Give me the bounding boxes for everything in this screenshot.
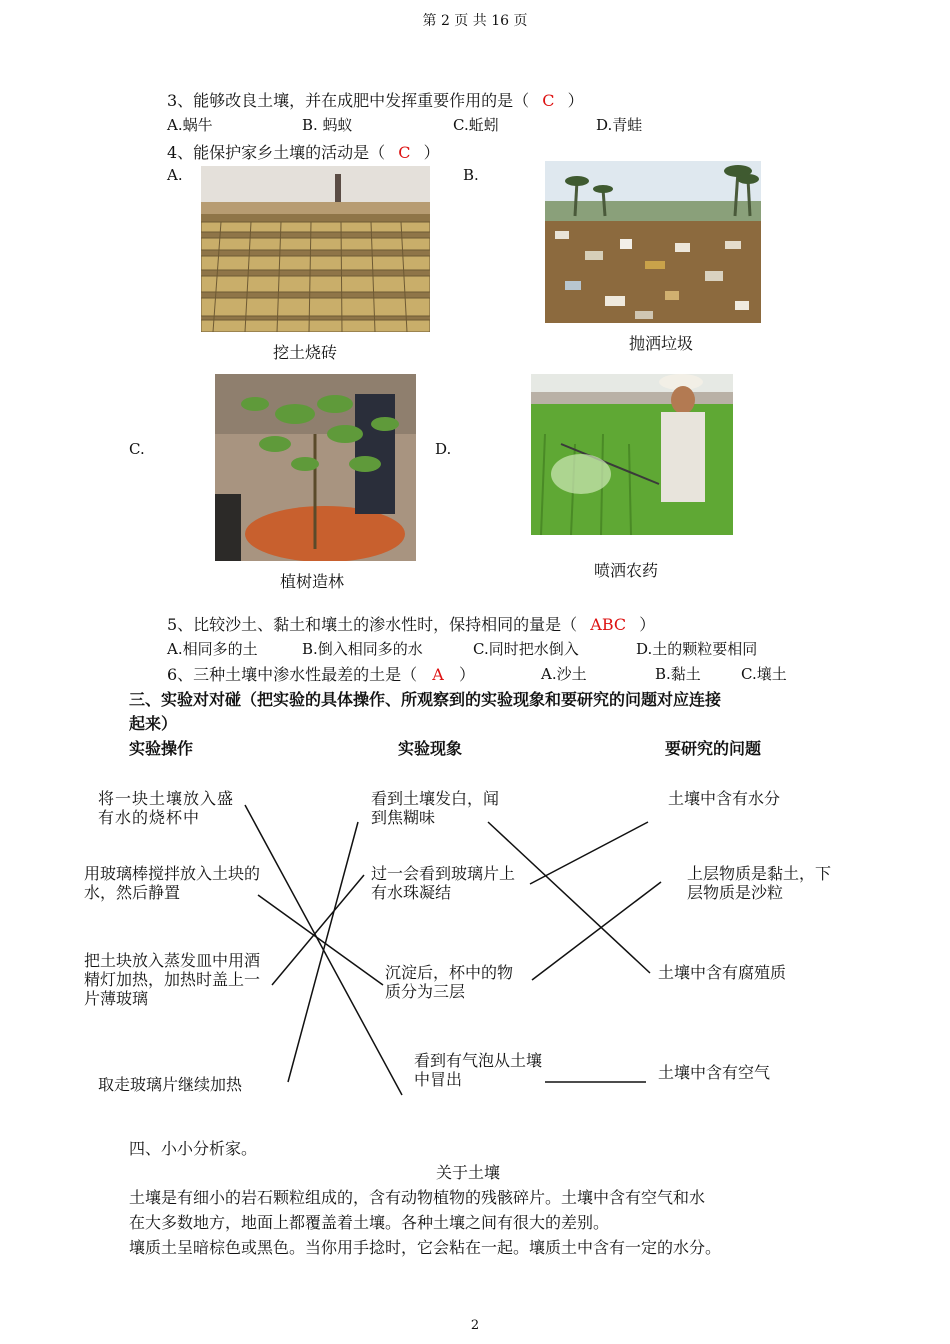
q3-option-a: A.蜗牛: [167, 116, 213, 134]
question-6-close: ）: [458, 665, 475, 684]
q6-option-a: A.沙土: [541, 665, 587, 683]
phenomenon-whitening-burnt-smell: 看到土壤发白，闻到焦糊味: [371, 789, 500, 827]
article-line-1: 土壤是有细小的岩石颗粒组成的，含有动物植物的残骸碎片。土壤中含有空气和水: [129, 1188, 706, 1207]
question-4-close: ）: [423, 143, 440, 162]
section-3-title-cont: 起来）: [129, 714, 178, 733]
question-5-close: ）: [639, 615, 656, 634]
caption-dig-soil-bricks: 挖土烧砖: [273, 343, 338, 362]
q6-option-c: C.壤土: [741, 665, 787, 683]
column-header-question: 要研究的问题: [665, 739, 762, 758]
caption-tree-planting: 植树造林: [280, 572, 345, 591]
operation-remove-glass-heat: 取走玻璃片继续加热: [98, 1075, 243, 1094]
q4-label-d: D.: [435, 440, 452, 458]
caption-spraying-pesticide: 喷洒农药: [594, 561, 659, 580]
q4-label-b: B.: [463, 166, 479, 184]
operation-heat-with-glass: 把土块放入蒸发皿中用酒精灯加热，加热时盖上一片薄玻璃: [84, 951, 261, 1008]
operation-soil-in-water: 将一块土壤放入盛有水的烧杯中: [98, 789, 235, 827]
q3-option-b: B. 蚂蚁: [302, 116, 353, 134]
q4-label-c: C.: [129, 440, 145, 458]
article-line-3: 壤质土呈暗棕色或黑色。当你用手捻时，它会粘在一起。壤质土中含有一定的水分。: [129, 1238, 722, 1257]
q5-option-c: C.同时把水倒入: [473, 640, 579, 658]
question-4-stem: 4、能保护家乡土壤的活动是（: [167, 143, 386, 162]
column-header-operation: 实验操作: [129, 739, 194, 758]
phenomenon-water-droplets: 过一会看到玻璃片上有水珠凝结: [371, 864, 516, 902]
question-6-answer: A: [432, 665, 444, 684]
match-line: [488, 822, 650, 973]
phenomenon-bubbles: 看到有气泡从土壤中冒出: [414, 1051, 543, 1089]
question-contains-water: 土壤中含有水分: [668, 789, 781, 808]
article-line-2: 在大多数地方，地面上都覆盖着土壤。各种土壤之间有很大的差别。: [129, 1213, 610, 1232]
question-6-stem: 6、三种土壤中渗水性最差的土是（: [167, 665, 418, 684]
question-3-close: ）: [567, 91, 584, 110]
caption-litter: 抛洒垃圾: [629, 334, 694, 353]
q6-option-b: B.黏土: [655, 665, 701, 683]
article-title: 关于土壤: [436, 1163, 501, 1182]
q3-option-d: D.青蛙: [596, 116, 643, 134]
q5-option-a: A.相同多的土: [167, 640, 258, 658]
section-4-title: 四、小小分析家。: [129, 1139, 258, 1158]
operation-stir-and-settle: 用玻璃棒搅拌放入土块的水，然后静置: [84, 864, 261, 902]
question-5-answer: ABC: [590, 615, 627, 634]
section-3-title: 三、实验对对碰（把实验的具体操作、所观察到的实验现象和要研究的问题对应连接: [129, 690, 722, 709]
match-line: [530, 822, 648, 884]
phenomenon-three-layers: 沉淀后，杯中的物质分为三层: [385, 963, 514, 1001]
q4-label-a: A.: [167, 166, 183, 184]
question-3-stem: 3、能够改良土壤，并在成肥中发挥重要作用的是（: [167, 91, 530, 110]
q5-option-b: B.倒入相同多的水: [302, 640, 423, 658]
page-number: 2: [470, 1318, 480, 1333]
question-3-answer: C: [542, 91, 555, 110]
question-contains-humus: 土壤中含有腐殖质: [658, 963, 787, 982]
q3-option-c: C.蚯蚓: [453, 116, 499, 134]
match-line: [258, 895, 383, 985]
page-header: 第 2 页 共 16 页: [422, 13, 528, 29]
column-header-phenomenon: 实验现象: [398, 739, 463, 758]
question-contains-air: 土壤中含有空气: [658, 1063, 771, 1082]
match-line: [288, 822, 358, 1082]
question-4-answer: C: [398, 143, 411, 162]
question-5-stem: 5、比较沙土、黏土和壤土的渗水性时，保持相同的量是（: [167, 615, 578, 634]
question-clay-sand-layers: 上层物质是黏土，下层物质是沙粒: [687, 864, 832, 902]
q5-option-d: D.土的颗粒要相同: [636, 640, 758, 658]
